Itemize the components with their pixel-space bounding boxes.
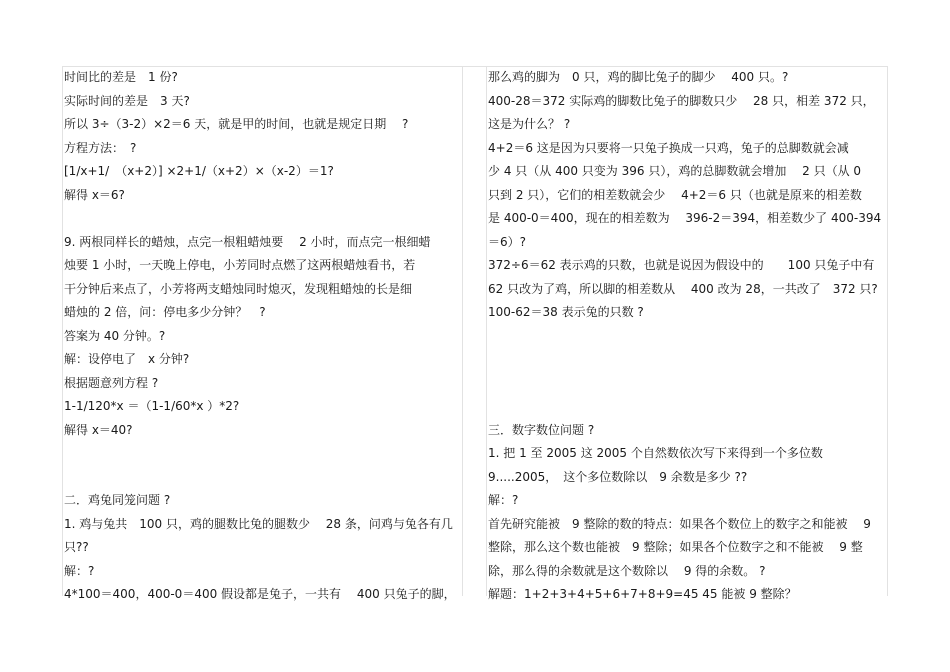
text-line: 烛要 1 小时，一天晚上停电，小芳同时点燃了这两根蜡烛看书，若 — [64, 258, 416, 272]
text-line: 9. 两根同样长的蜡烛，点完一根粗蜡烛要 2 小时，而点完一根细蜡 — [64, 234, 431, 249]
text-line: 9.....2005， 这个多位数除以 9 余数是多少 ?? — [488, 469, 748, 484]
text-line: 解：? — [64, 563, 95, 578]
text-line: 1-1/120*x ＝（1-1/60*x ）*2? — [64, 399, 240, 413]
text-line: 解得 x＝40? — [64, 422, 133, 437]
blank-line — [488, 348, 888, 372]
text-line: 这是为什么？ ? — [488, 117, 571, 131]
left-text-column — [64, 66, 459, 607]
text-line: 100-62＝38 表示兔的只数 ? — [488, 305, 644, 319]
text-line: 1. 鸡与兔共 100 只，鸡的腿数比兔的腿数少 28 条，问鸡与兔各有几 — [64, 516, 453, 531]
blank-line — [488, 372, 888, 396]
text-line: 三．数字数位问题 ? — [488, 422, 595, 437]
text-line: 解题：1+2+3+4+5+6+7+8+9=45 45 能被 9 整除？ — [488, 587, 797, 601]
blank-line — [64, 466, 459, 490]
text-line: 解得 x＝6? — [64, 187, 125, 202]
text-line: 少 4 只（从 400 只变为 396 只），鸡的总脚数就会增加 2 只（从 0 — [488, 164, 862, 178]
middle-frame-line — [462, 66, 463, 596]
text-line: 4+2＝6 这是因为只要将一只兔子换成一只鸡，兔子的总脚数就会减 — [488, 140, 849, 155]
text-line: 蜡烛的 2 倍，问：停电多少分钟？ ? — [64, 305, 266, 319]
text-line: 372÷6＝62 表示鸡的只数，也就是说因为假设中的 100 只兔子中有 — [488, 258, 875, 272]
text-line: 400-28＝372 实际鸡的脚数比兔子的脚数只少 28 只，相差 372 只， — [488, 93, 875, 108]
text-line: 根据题意列方程 ? — [64, 375, 159, 390]
text-line: 整除，那么这个数也能被 9 整除；如果各个位数字之和不能被 9 整 — [488, 540, 863, 554]
text-line: 干分钟后来点了，小芳将两支蜡烛同时熄灭，发现粗蜡烛的长是细 — [64, 281, 413, 296]
text-line: 解：? — [488, 493, 519, 507]
text-line: 1. 把 1 至 2005 这 2005 个自然数依次写下来得到一个多位数 — [488, 446, 823, 460]
text-line: 只?? — [64, 540, 89, 554]
text-line: 那么鸡的脚为 0 只，鸡的脚比兔子的脚少 400 只。? — [488, 70, 789, 84]
text-line: 答案为 40 分钟。? — [64, 328, 166, 343]
text-line: 所以 3÷（3-2）×2＝6 天，就是甲的时间，也就是规定日期 ? — [64, 117, 409, 131]
blank-line — [488, 325, 888, 349]
blank-line — [488, 395, 888, 419]
text-line: 除，那么得的余数就是这个数除以 9 得的余数。 ? — [488, 563, 766, 578]
text-line: 二．鸡兔同笼问题 ? — [64, 493, 171, 507]
blank-line — [64, 442, 459, 466]
text-line: 解：设停电了 x 分钟? — [64, 352, 190, 366]
right-text-column — [488, 66, 888, 607]
left-frame-line — [62, 66, 63, 596]
blank-line — [64, 207, 459, 231]
middle-frame-line-2 — [486, 66, 487, 596]
text-line: ＝6）? — [488, 234, 527, 249]
text-line: 时间比的差是 1 份? — [64, 70, 178, 84]
text-line: 是 400-0＝400，现在的相差数为 396-2＝394，相差数少了 400-394 — [488, 211, 882, 225]
text-line: 方程方法： ? — [64, 140, 137, 155]
text-line: 62 只改为了鸡，所以脚的相差数从 400 改为 28，一共改了 372 只? — [488, 281, 878, 296]
text-line: 4*100＝400，400-0＝400 假设都是兔子，一共有 400 只兔子的脚， — [64, 587, 456, 601]
text-line: 首先研究能被 9 整除的数的特点：如果各个数位上的数字之和能被 9 — [488, 516, 871, 531]
text-line: 只到 2 只），它们的相差数就会少 4+2＝6 只（也就是原来的相差数 — [488, 187, 862, 202]
text-line: [1/x+1/ （x+2）] ×2+1/（x+2）×（x-2）＝1? — [64, 164, 334, 178]
text-line: 实际时间的差是 3 天? — [64, 93, 190, 108]
